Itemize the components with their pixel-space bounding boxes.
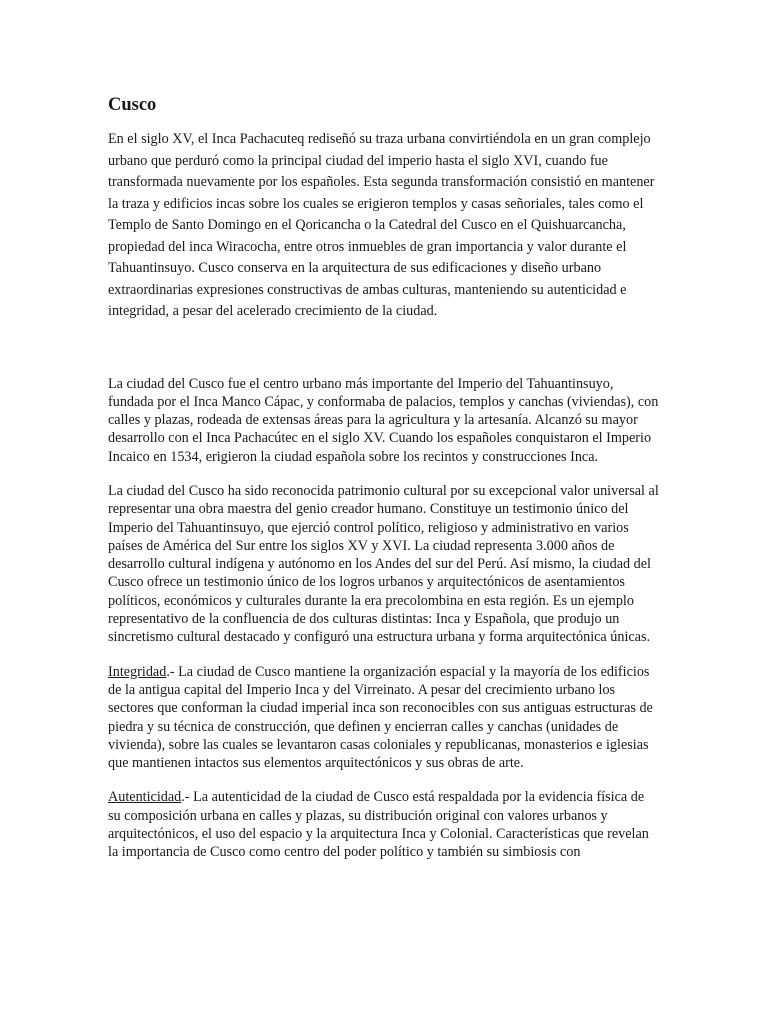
document-title: Cusco — [108, 95, 157, 115]
paragraph-autenticidad — [108, 788, 660, 861]
integridad-text: .- La ciudad de Cusco mantiene la organización espacial y la mayoría de los edificios de la antigua capital del Imperio Inca y del Virreinato. A pesar del crecimiento urbano los sectores que conforman la ciudad imperial inca son reconocibles con sus antiguas estructuras de piedra y su técnica de construcción, que definen y encierran calles y canchas (unidades de vivienda), sobre las cuales se levantaron casas coloniales y republicanas, monasterios e iglesias que mantienen intactos sus elementos arquitectónicos y sus obras de arte. — [108, 663, 653, 772]
autenticidad-text: .- La autenticidad de la ciudad de Cusco está respaldada por la evidencia física de su composición urbana en calles y plazas, su distribución original con valores urbanos y arquitectónicos, el uso del espacio y la arquitectura Inca y Colonial. Características que revelan la importancia de Cusco como centro del poder político y también su simbiosis con — [108, 789, 649, 861]
integridad-term: Integridad — [108, 663, 167, 680]
paragraph-imperial-city: La ciudad del Cusco fue el centro urbano más importante del Imperio del Tahuantinsuyo, fundada por el Inca Manco Cápac, y conformaba de palacios, templos y canchas (viviendas), con calles y plazas, rodeada de extensas áreas para la agricultura y la artesanía. Alcanzó su mayor desarrollo con el Inca Pachacútec en el siglo XV. Cuando los españoles conquistaron el Imperio Incaico en 1534, erigieron la ciudad española sobre los recintos y construcciones Inca. — [108, 375, 659, 465]
autenticidad-term: Autenticidad — [108, 789, 182, 806]
paragraph-heritage: La ciudad del Cusco ha sido reconocida patrimonio cultural por su excepcional valor universal al representar una obra maestra del genio creador humano. Constituye un testimonio único del Imperio del Tahuantinsuyo, que ejerció control político, religioso y administrativo en varios países de América del Sur entre los siglos XV y XVI. La ciudad representa 3.000 años de desarrollo cultural indígena y autónomo en los Andes del sur del Perú. Así mismo, la ciudad del Cusco ofrece un testimonio único de los logros urbanos y arquitectónicos de asentamientos políticos, económicos y culturales durante la era precolombina en esta región. Es un ejemplo representativo de la confluencia de dos culturas distintas: Inca y Española, que produjo un sincretismo cultural destacado y configuró una estructura urbana y forma arquitectónica únicas. — [108, 482, 659, 646]
paragraph-history: En el siglo XV, el Inca Pachacuteq rediseñó su traza urbana convirtiéndola en un gran complejo urbano que perduró como la principal ciudad del imperio hasta el siglo XVI, cuando fue transformada nuevamente por los españoles. Esta segunda transformación consistió en mantener la traza y edificios incas sobre los cuales se erigieron templos y casas señoriales, tales como el Templo de Santo Domingo en el Qoricancha o la Catedral del Cusco en el Quishuarcancha, propiedad del inca Wiracocha, entre otros inmuebles de gran importancia y valor durante el Tahuantinsuyo. Cusco conserva en la arquitectura de sus edificaciones y diseño urbano extraordinarias expresiones constructivas de ambas culturas, manteniendo su autenticidad e integridad, a pesar del acelerado crecimiento de la ciudad. — [108, 131, 655, 319]
document-page — [108, 94, 660, 878]
paragraph-integridad — [108, 663, 660, 773]
